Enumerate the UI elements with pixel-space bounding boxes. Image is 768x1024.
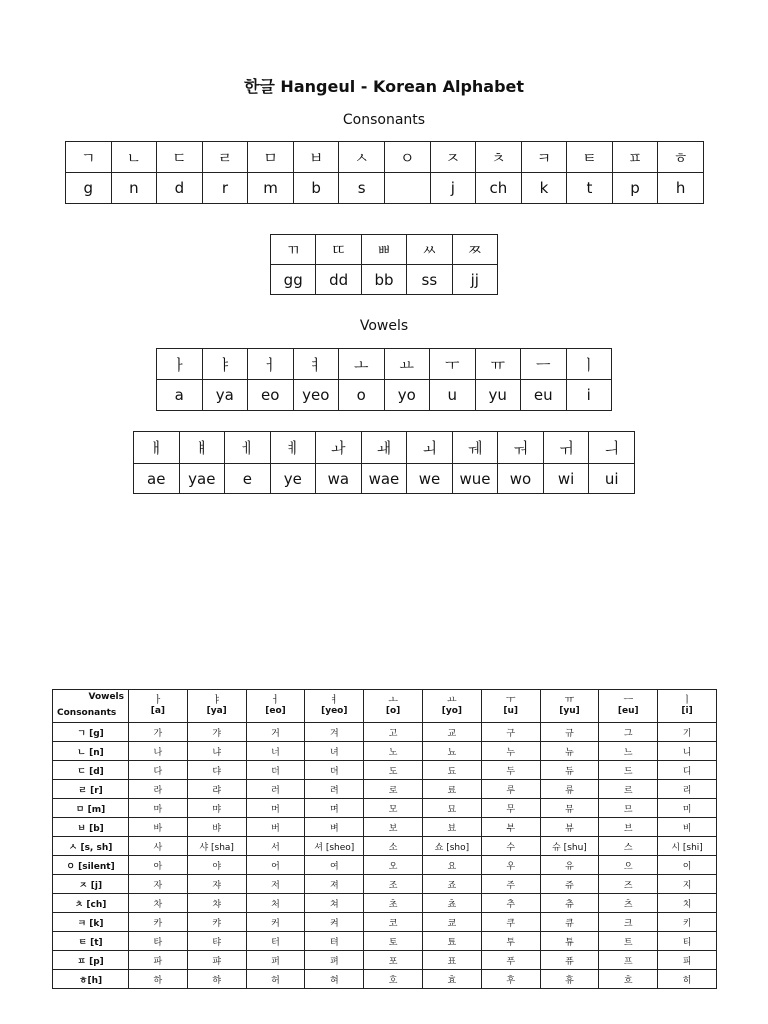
syllable-cell: 교 xyxy=(422,723,481,742)
syllable-cell: 며 xyxy=(305,799,364,818)
consonant-row-header: ㄴ [n] xyxy=(53,742,129,761)
vowel-header-cell xyxy=(422,690,481,723)
syllable-cell: 료 xyxy=(422,780,481,799)
syllable-cell: 더 xyxy=(246,761,305,780)
syllable-row xyxy=(53,761,717,780)
double-consonants-table xyxy=(270,234,498,295)
vowel-letter-cell: ㅡ xyxy=(521,349,567,380)
compound-vowel-romanization-cell: e xyxy=(225,464,271,494)
vowel-romanization-cell: eo xyxy=(248,380,294,411)
consonant-letter-cell: ㄴ xyxy=(111,142,157,173)
syllable-cell: 치 xyxy=(658,894,717,913)
syllable-cell: 쇼 [sho] xyxy=(422,837,481,856)
consonant-row-header: ㅊ [ch] xyxy=(53,894,129,913)
syllable-cell: 규 xyxy=(540,723,599,742)
syllable-cell: 후 xyxy=(481,970,540,989)
double-consonant-letter-cell: ㄲ xyxy=(271,235,316,265)
syllable-cell: 됴 xyxy=(422,761,481,780)
syllable-cell: 먀 xyxy=(187,799,246,818)
vowels-heading: Vowels xyxy=(359,318,409,334)
syllable-cell: 여 xyxy=(305,856,364,875)
syllable-cell: 히 xyxy=(658,970,717,989)
syllable-cell: 무 xyxy=(481,799,540,818)
syllable-cell: 구 xyxy=(481,723,540,742)
vowel-header-cell xyxy=(246,690,305,723)
syllable-cell: 펴 xyxy=(305,951,364,970)
syllable-cell: 리 xyxy=(658,780,717,799)
vowel-header-hangul: ㅣ xyxy=(682,695,692,706)
compound-vowel-romanization-cell: yae xyxy=(179,464,225,494)
vowel-header-cell xyxy=(305,690,364,723)
consonant-letter-cell: ㅎ xyxy=(658,142,704,173)
consonant-letter-cell: ㅌ xyxy=(567,142,613,173)
syllable-cell: 탸 xyxy=(187,932,246,951)
syllable-cell: 이 xyxy=(658,856,717,875)
consonant-romanization-row xyxy=(66,173,704,204)
syllable-cell: 포 xyxy=(364,951,423,970)
syllable-cell: 도 xyxy=(364,761,423,780)
syllable-cell: 바 xyxy=(129,818,188,837)
compound-vowel-romanization-row xyxy=(134,464,635,494)
syllable-cell: 켜 xyxy=(305,913,364,932)
syllable-cell: 사 xyxy=(129,837,188,856)
corner-vowels-label: Vowels xyxy=(88,692,124,702)
syllable-cell: 쥬 xyxy=(540,875,599,894)
consonant-romanization-cell xyxy=(384,173,430,204)
compound-vowels-table xyxy=(133,431,635,494)
syllable-row xyxy=(53,856,717,875)
syllable-cell: 누 xyxy=(481,742,540,761)
syllable-cell: 모 xyxy=(364,799,423,818)
syllable-cell: 카 xyxy=(129,913,188,932)
vowel-romanization-cell: eu xyxy=(521,380,567,411)
syllable-cell: 라 xyxy=(129,780,188,799)
compound-vowel-letters-row xyxy=(134,432,635,464)
syllable-cell: 랴 xyxy=(187,780,246,799)
syllable-cell: 자 xyxy=(129,875,188,894)
compound-vowel-letter-cell: ㅞ xyxy=(452,432,498,464)
chart-corner-cell xyxy=(53,690,129,723)
syllable-cell: 차 xyxy=(129,894,188,913)
syllable-row xyxy=(53,913,717,932)
syllable-cell: 거 xyxy=(246,723,305,742)
syllable-cell: 야 xyxy=(187,856,246,875)
syllable-cell: 우 xyxy=(481,856,540,875)
syllable-cell: 툐 xyxy=(422,932,481,951)
consonant-row-header: ㄱ [g] xyxy=(53,723,129,742)
double-consonant-romanization-cell: dd xyxy=(316,265,361,295)
vowel-letter-cell: ㅑ xyxy=(202,349,248,380)
vowel-romanization-row xyxy=(157,380,612,411)
vowel-header-roman: [yo] xyxy=(441,706,463,716)
basic-vowels-table xyxy=(156,348,612,411)
syllable-cell: 수 xyxy=(481,837,540,856)
syllable-cell: 처 xyxy=(246,894,305,913)
syllable-cell: 어 xyxy=(246,856,305,875)
consonant-letter-cell: ㅊ xyxy=(476,142,522,173)
vowel-letter-cell: ㅜ xyxy=(430,349,476,380)
compound-vowel-romanization-cell: wae xyxy=(361,464,407,494)
syllable-cell: 니 xyxy=(658,742,717,761)
syllable-cell: 뷰 xyxy=(540,818,599,837)
compound-vowel-letter-cell: ㅘ xyxy=(316,432,362,464)
syllable-cell: 타 xyxy=(129,932,188,951)
consonant-letters-row xyxy=(66,142,704,173)
syllable-cell: 므 xyxy=(599,799,658,818)
consonant-row-header: ㄷ [d] xyxy=(53,761,129,780)
consonant-row-header: ㅌ [t] xyxy=(53,932,129,951)
syllable-cell: 녀 xyxy=(305,742,364,761)
syllable-cell: 으 xyxy=(599,856,658,875)
syllable-cell: 르 xyxy=(599,780,658,799)
syllable-cell: 큐 xyxy=(540,913,599,932)
compound-vowel-letter-cell: ㅔ xyxy=(225,432,271,464)
syllable-cell: 조 xyxy=(364,875,423,894)
compound-vowel-letter-cell: ㅟ xyxy=(543,432,589,464)
double-consonant-romanization-row xyxy=(271,265,498,295)
syllable-cell: 표 xyxy=(422,951,481,970)
double-consonant-letters-row xyxy=(271,235,498,265)
consonant-row-header: ㅂ [b] xyxy=(53,818,129,837)
consonant-romanization-cell: h xyxy=(658,173,704,204)
vowel-header-roman: [eu] xyxy=(617,706,639,716)
consonant-romanization-cell: ch xyxy=(476,173,522,204)
consonant-romanization-cell: g xyxy=(66,173,112,204)
vowel-header-roman: [yeo] xyxy=(321,706,348,716)
compound-vowel-romanization-cell: ui xyxy=(589,464,635,494)
vowel-header-cell xyxy=(540,690,599,723)
syllable-cell: 효 xyxy=(422,970,481,989)
vowel-header-hangul: ㅏ xyxy=(153,695,163,706)
consonant-romanization-cell: n xyxy=(111,173,157,204)
vowel-letter-cell: ㅗ xyxy=(339,349,385,380)
syllable-cell: 텨 xyxy=(305,932,364,951)
vowel-romanization-cell: u xyxy=(430,380,476,411)
consonant-romanization-cell: s xyxy=(339,173,385,204)
syllable-cell: 오 xyxy=(364,856,423,875)
syllable-cell: 쵸 xyxy=(422,894,481,913)
syllable-cell: 뉴 xyxy=(540,742,599,761)
syllable-cell: 겨 xyxy=(305,723,364,742)
vowel-letter-cell: ㅛ xyxy=(384,349,430,380)
syllable-cell: 시 [shi] xyxy=(658,837,717,856)
syllable-cell: 슈 [shu] xyxy=(540,837,599,856)
compound-vowel-romanization-cell: we xyxy=(407,464,453,494)
compound-vowel-letter-cell: ㅝ xyxy=(498,432,544,464)
syllable-cell: 쟈 xyxy=(187,875,246,894)
syllable-row xyxy=(53,742,717,761)
syllable-cell: 챠 xyxy=(187,894,246,913)
vowel-header-roman: [yu] xyxy=(559,706,580,716)
syllable-cell: 갸 xyxy=(187,723,246,742)
syllable-cell: 벼 xyxy=(305,818,364,837)
syllable-cell: 혀 xyxy=(305,970,364,989)
vowel-header-hangul: ㅓ xyxy=(270,695,281,706)
syllable-cell: 브 xyxy=(599,818,658,837)
syllable-cell: 투 xyxy=(481,932,540,951)
syllable-cell: 가 xyxy=(129,723,188,742)
syllable-cell: 티 xyxy=(658,932,717,951)
consonant-row-header: ㅁ [m] xyxy=(53,799,129,818)
syllable-cell: 죠 xyxy=(422,875,481,894)
syllable-cell: 쿠 xyxy=(481,913,540,932)
syllable-cell: 터 xyxy=(246,932,305,951)
vowel-header-hangul: ㅕ xyxy=(329,695,340,706)
syllable-cell: 호 xyxy=(364,970,423,989)
syllable-cell: 느 xyxy=(599,742,658,761)
syllable-cell: 크 xyxy=(599,913,658,932)
syllable-cell: 허 xyxy=(246,970,305,989)
syllable-cell: 푸 xyxy=(481,951,540,970)
consonant-row-header: ㅎ[h] xyxy=(53,970,129,989)
vowel-romanization-cell: yo xyxy=(384,380,430,411)
syllable-cell: 부 xyxy=(481,818,540,837)
consonant-romanization-cell: p xyxy=(612,173,658,204)
consonant-romanization-cell: b xyxy=(293,173,339,204)
consonant-letter-cell: ㅂ xyxy=(293,142,339,173)
consonant-romanization-cell: k xyxy=(521,173,567,204)
syllable-row xyxy=(53,780,717,799)
syllable-cell: 너 xyxy=(246,742,305,761)
vowel-romanization-cell: ya xyxy=(202,380,248,411)
syllable-cell: 셔 [sheo] xyxy=(305,837,364,856)
syllable-cell: 러 xyxy=(246,780,305,799)
syllable-cell: 냐 xyxy=(187,742,246,761)
syllable-cell: 하 xyxy=(129,970,188,989)
syllable-cell: 미 xyxy=(658,799,717,818)
syllable-cell: 비 xyxy=(658,818,717,837)
consonant-romanization-cell: r xyxy=(202,173,248,204)
syllable-cell: 퓨 xyxy=(540,951,599,970)
double-consonant-romanization-cell: gg xyxy=(271,265,316,295)
vowel-header-hangul: ㅑ xyxy=(211,695,222,706)
vowel-romanization-cell: yu xyxy=(475,380,521,411)
vowel-letter-cell: ㅏ xyxy=(157,349,203,380)
syllable-cell: 프 xyxy=(599,951,658,970)
vowel-header-roman: [o] xyxy=(385,706,401,716)
page-title: 한글 Hangeul - Korean Alphabet xyxy=(243,77,525,96)
syllable-cell: 추 xyxy=(481,894,540,913)
vowel-header-roman: [u] xyxy=(503,706,518,716)
syllable-cell: 햐 xyxy=(187,970,246,989)
consonant-row-header: ㅅ [s, sh] xyxy=(53,837,129,856)
syllable-cell: 피 xyxy=(658,951,717,970)
syllable-cell: 파 xyxy=(129,951,188,970)
syllable-cell: 루 xyxy=(481,780,540,799)
vowel-header-hangul: ㅗ xyxy=(388,695,398,706)
syllable-cell: 튜 xyxy=(540,932,599,951)
vowel-letter-cell: ㅕ xyxy=(293,349,339,380)
vowel-letter-cell: ㅠ xyxy=(475,349,521,380)
vowel-romanization-cell: i xyxy=(566,380,612,411)
double-consonant-romanization-cell: jj xyxy=(452,265,497,295)
syllable-cell: 드 xyxy=(599,761,658,780)
syllable-cell: 소 xyxy=(364,837,423,856)
syllable-cell: 아 xyxy=(129,856,188,875)
syllable-row xyxy=(53,818,717,837)
consonant-letter-cell: ㅇ xyxy=(384,142,430,173)
consonant-letter-cell: ㅅ xyxy=(339,142,385,173)
compound-vowel-letter-cell: ㅚ xyxy=(407,432,453,464)
syllable-cell: 스 xyxy=(599,837,658,856)
basic-consonants-table xyxy=(65,141,704,204)
syllable-cell: 고 xyxy=(364,723,423,742)
compound-vowel-romanization-cell: ye xyxy=(270,464,316,494)
consonant-romanization-cell: d xyxy=(157,173,203,204)
syllable-cell: 즈 xyxy=(599,875,658,894)
syllable-cell: 져 xyxy=(305,875,364,894)
vowel-romanization-cell: o xyxy=(339,380,385,411)
syllable-cell: 그 xyxy=(599,723,658,742)
syllable-cell: 뎌 xyxy=(305,761,364,780)
syllable-cell: 뇨 xyxy=(422,742,481,761)
syllable-cell: 댜 xyxy=(187,761,246,780)
vowel-header-roman: [ya] xyxy=(206,706,227,716)
syllable-cell: 츄 xyxy=(540,894,599,913)
syllable-cell: 흐 xyxy=(599,970,658,989)
vowel-header-hangul: ㅛ xyxy=(447,695,457,706)
consonant-romanization-cell: t xyxy=(567,173,613,204)
double-consonant-letter-cell: ㅃ xyxy=(361,235,406,265)
syllable-cell: 류 xyxy=(540,780,599,799)
vowel-header-hangul: ㅡ xyxy=(623,695,634,706)
syllable-row xyxy=(53,723,717,742)
consonant-letter-cell: ㄱ xyxy=(66,142,112,173)
syllable-cell: 주 xyxy=(481,875,540,894)
syllable-cell: 로 xyxy=(364,780,423,799)
syllable-cell: 쿄 xyxy=(422,913,481,932)
vowel-header-roman: [i] xyxy=(681,706,693,716)
vowel-header-cell xyxy=(599,690,658,723)
syllable-cell: 버 xyxy=(246,818,305,837)
syllable-cell: 보 xyxy=(364,818,423,837)
consonant-row-header: ㅇ [silent] xyxy=(53,856,129,875)
syllable-cell: 퍄 xyxy=(187,951,246,970)
syllable-cell: 키 xyxy=(658,913,717,932)
double-consonant-romanization-cell: bb xyxy=(361,265,406,295)
consonants-heading: Consonants xyxy=(342,112,426,128)
syllable-cell: 뵤 xyxy=(422,818,481,837)
compound-vowel-romanization-cell: wo xyxy=(498,464,544,494)
compound-vowel-letter-cell: ㅢ xyxy=(589,432,635,464)
syllable-cell: 나 xyxy=(129,742,188,761)
syllable-cell: 묘 xyxy=(422,799,481,818)
syllable-cell: 두 xyxy=(481,761,540,780)
syllable-cell: 노 xyxy=(364,742,423,761)
vowel-header-cell xyxy=(187,690,246,723)
double-consonant-letter-cell: ㄸ xyxy=(316,235,361,265)
compound-vowel-romanization-cell: wue xyxy=(452,464,498,494)
consonant-letter-cell: ㅁ xyxy=(248,142,294,173)
compound-vowel-letter-cell: ㅐ xyxy=(134,432,180,464)
syllable-chart-header-row xyxy=(53,690,717,723)
syllable-cell: 듀 xyxy=(540,761,599,780)
vowel-header-cell xyxy=(364,690,423,723)
vowel-header-roman: [eo] xyxy=(265,706,286,716)
syllable-cell: 려 xyxy=(305,780,364,799)
consonant-romanization-cell: j xyxy=(430,173,476,204)
consonant-row-header: ㅍ [p] xyxy=(53,951,129,970)
consonant-letter-cell: ㄹ xyxy=(202,142,248,173)
compound-vowel-romanization-cell: ae xyxy=(134,464,180,494)
syllable-cell: 캬 xyxy=(187,913,246,932)
syllable-cell: 뱌 xyxy=(187,818,246,837)
syllable-row xyxy=(53,894,717,913)
vowel-letter-cell: ㅣ xyxy=(566,349,612,380)
syllable-cell: 기 xyxy=(658,723,717,742)
double-consonant-letter-cell: ㅉ xyxy=(452,235,497,265)
syllable-cell: 저 xyxy=(246,875,305,894)
corner-consonants-label: Consonants xyxy=(57,708,117,718)
vowel-romanization-cell: a xyxy=(157,380,203,411)
consonant-letter-cell: ㅋ xyxy=(521,142,567,173)
syllable-cell: 마 xyxy=(129,799,188,818)
syllable-row xyxy=(53,951,717,970)
vowel-header-roman: [a] xyxy=(150,706,166,716)
syllable-row xyxy=(53,932,717,951)
syllable-cell: 커 xyxy=(246,913,305,932)
syllable-chart xyxy=(52,689,717,989)
vowel-header-cell xyxy=(129,690,188,723)
syllable-row xyxy=(53,970,717,989)
syllable-cell: 뮤 xyxy=(540,799,599,818)
syllable-cell: 코 xyxy=(364,913,423,932)
syllable-cell: 샤 [sha] xyxy=(187,837,246,856)
consonant-row-header: ㅈ [j] xyxy=(53,875,129,894)
syllable-cell: 토 xyxy=(364,932,423,951)
vowel-letters-row xyxy=(157,349,612,380)
syllable-row xyxy=(53,875,717,894)
syllable-cell: 머 xyxy=(246,799,305,818)
syllable-cell: 디 xyxy=(658,761,717,780)
syllable-cell: 지 xyxy=(658,875,717,894)
vowel-romanization-cell: yeo xyxy=(293,380,339,411)
syllable-cell: 다 xyxy=(129,761,188,780)
vowel-header-cell xyxy=(481,690,540,723)
syllable-cell: 유 xyxy=(540,856,599,875)
consonant-letter-cell: ㅍ xyxy=(612,142,658,173)
double-consonant-romanization-cell: ss xyxy=(407,265,452,295)
compound-vowel-letter-cell: ㅙ xyxy=(361,432,407,464)
syllable-cell: 휴 xyxy=(540,970,599,989)
consonant-romanization-cell: m xyxy=(248,173,294,204)
syllable-row xyxy=(53,837,717,856)
compound-vowel-romanization-cell: wi xyxy=(543,464,589,494)
vowel-header-hangul: ㅠ xyxy=(564,695,575,706)
consonant-letter-cell: ㅈ xyxy=(430,142,476,173)
consonant-row-header: ㅋ [k] xyxy=(53,913,129,932)
consonant-letter-cell: ㄷ xyxy=(157,142,203,173)
syllable-cell: 초 xyxy=(364,894,423,913)
syllable-cell: 츠 xyxy=(599,894,658,913)
syllable-cell: 서 xyxy=(246,837,305,856)
double-consonant-letter-cell: ㅆ xyxy=(407,235,452,265)
syllable-cell: 트 xyxy=(599,932,658,951)
compound-vowel-romanization-cell: wa xyxy=(316,464,362,494)
syllable-cell: 퍼 xyxy=(246,951,305,970)
compound-vowel-letter-cell: ㅒ xyxy=(179,432,225,464)
syllable-cell: 쳐 xyxy=(305,894,364,913)
syllable-cell: 요 xyxy=(422,856,481,875)
consonant-row-header: ㄹ [r] xyxy=(53,780,129,799)
vowel-header-hangul: ㅜ xyxy=(505,695,516,706)
compound-vowel-letter-cell: ㅖ xyxy=(270,432,316,464)
vowel-letter-cell: ㅓ xyxy=(248,349,294,380)
syllable-row xyxy=(53,799,717,818)
vowel-header-cell xyxy=(658,690,717,723)
